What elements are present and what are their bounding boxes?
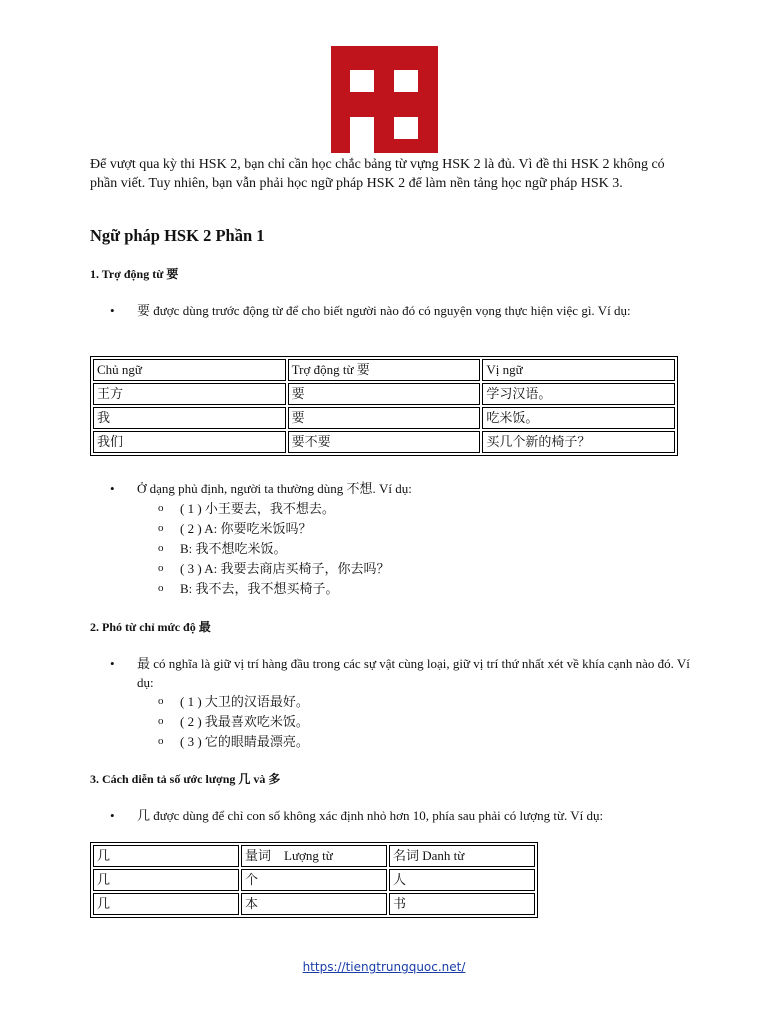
circle-bullet-icon: o [158,695,164,707]
section-heading-1: 1. Trợ động từ 要 [90,267,179,281]
section-heading-3: 3. Cách diễn tả số ước lượng 几 và 多 [90,772,281,786]
table-row [93,407,675,429]
bullet-icon: • [110,481,115,496]
footer [0,960,768,974]
table-cell: 要 [288,383,481,405]
section-heading-2: 2. Phó từ chỉ mức độ 最 [90,620,211,634]
circle-bullet-icon: o [158,562,164,574]
table-cell: 几 [93,893,239,915]
table-cell: 要 [288,407,481,429]
table-cell: 几 [93,869,239,891]
table-cell: 名词 Danh từ [389,845,535,867]
footer-link[interactable]: https://tiengtrungquoc.net/ [302,960,466,974]
table-row [93,869,535,891]
table-cell: 学习汉语。 [482,383,675,405]
table-cell: 书 [389,893,535,915]
bullet-icon: • [110,303,115,318]
table-row [93,383,675,405]
circle-bullet-icon: o [158,502,164,514]
table-row [93,359,675,381]
list-item [110,301,690,339]
table-cell: 几 [93,845,239,867]
intro-paragraph: Để vượt qua kỳ thi HSK 2, bạn chỉ cần học chắc bảng từ vựng HSK 2 là đủ. Vì đề thi HSK 2 không có phần viết. Tuy nhiên, bạn vẫn phải học ngữ pháp HSK 2 để làm nền tảng học ngữ pháp HSK 3. [90,157,665,191]
table-cell: 量词 Lượng từ [241,845,387,867]
logo-icon [331,46,438,153]
table-cell: 吃米饭。 [482,407,675,429]
table-row [93,431,675,453]
table-row [93,845,535,867]
auxiliary-verb-table [90,356,678,456]
table-row [93,893,535,915]
page-title: Ngữ pháp HSK 2 Phần 1 [90,226,265,245]
bullet-text: 要 được dùng trước động từ để cho biết người nào đó có nguyện vọng thực hiện việc gì. Ví dụ: [137,303,631,318]
table-cell: 买几个新的椅子？ [482,431,675,453]
table-cell: 本 [241,893,387,915]
table-cell: 王方 [93,383,286,405]
table-cell: Chủ ngữ [93,359,286,381]
circle-bullet-icon: o [158,542,164,554]
table-cell: Trợ động từ 要 [288,359,481,381]
list-item [110,654,690,692]
table-cell: 我们 [93,431,286,453]
bullet-icon: • [110,656,115,671]
bullet-text: 最 có nghĩa là giữ vị trí hàng đầu trong các sự vật cùng loại, giữ vị trí thứ nhất xét về khía cạnh nào đó. Ví dụ: [137,656,690,690]
list-item [110,806,690,825]
bullet-text: Ở dạng phủ định, người ta thường dùng 不想. Ví dụ: [137,481,412,496]
circle-bullet-icon: o [158,715,164,727]
bullet-text: 几 được dùng để chỉ con số không xác định nhỏ hơn 10, phía sau phải có lượng từ. Ví dụ: [137,808,604,823]
bullet-icon: • [110,808,115,823]
circle-bullet-icon: o [158,735,164,747]
quantity-table [90,842,538,918]
table-cell: 人 [389,869,535,891]
list-item [110,479,690,498]
table-cell: 我 [93,407,286,429]
circle-bullet-icon: o [158,522,164,534]
table-cell: 要不要 [288,431,481,453]
circle-bullet-icon: o [158,582,164,594]
table-cell: Vị ngữ [482,359,675,381]
table-cell: 个 [241,869,387,891]
